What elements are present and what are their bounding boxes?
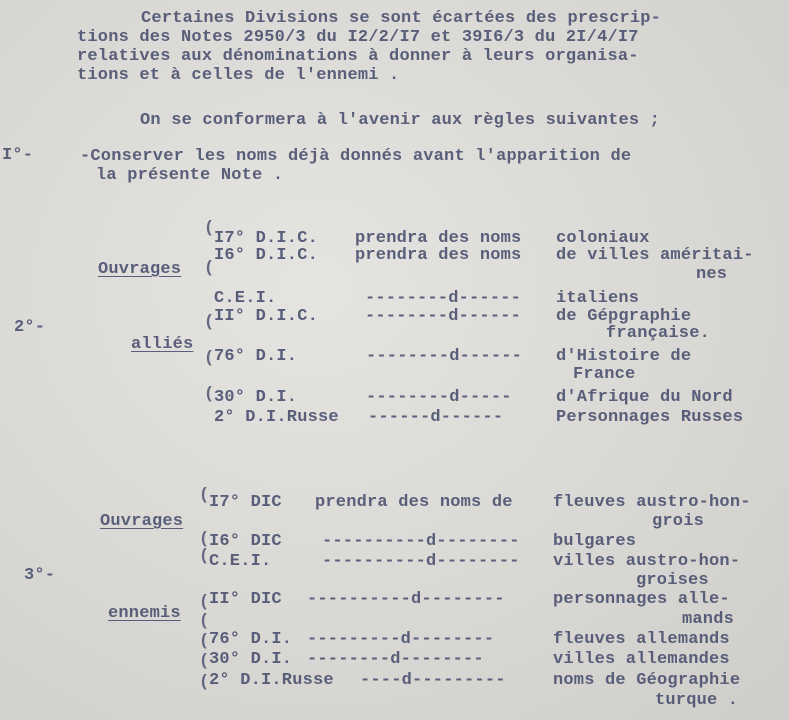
item-3-row-1-middle: prendra des noms de <box>315 493 513 512</box>
item-2-row-3-name: italiens <box>556 289 640 308</box>
item-3-row-7-unit: 2° D.I.Russe <box>209 671 334 690</box>
item-3-row-6-middle: --------d-------- <box>307 650 484 669</box>
item-2-row-2-unit: I6° D.I.C. <box>214 246 319 265</box>
brace: ( <box>204 219 215 238</box>
item-1-number: I°- <box>2 146 34 165</box>
brace: ( <box>199 530 210 549</box>
item-3-row-3-unit: C.E.I. <box>209 552 272 571</box>
item-2-row-7-unit: 2° D.I.Russe <box>214 408 339 427</box>
item-2-row-6-name: d'Afrique du Nord <box>556 388 733 407</box>
brace: ( <box>204 349 215 368</box>
item-2-row-6-middle: --------d----- <box>366 388 512 407</box>
item-2-row-5-name: d'Histoire de <box>556 347 692 366</box>
brace: ( <box>204 313 215 332</box>
item-2-row-3-middle: --------d------ <box>365 289 522 308</box>
item-2-row-5-name-cont: France <box>573 365 636 384</box>
brace: ( <box>199 593 210 612</box>
item-2-label-allies: alliés <box>131 335 194 354</box>
item-3-row-1-name: fleuves austro-hon- <box>553 493 751 512</box>
item-2-row-1-unit: I7° D.I.C. <box>214 229 319 248</box>
brace: ( <box>199 632 210 651</box>
intro-line-3: relatives aux dénominations à donner à leurs organisa- <box>77 47 639 66</box>
item-3-label-ouvrages: Ouvrages <box>100 512 184 531</box>
item-3-row-1-name-cont: grois <box>652 512 705 531</box>
item-3-row-4-name: personnages alle- <box>553 590 730 609</box>
item-3-row-4-middle: ----------d-------- <box>307 590 505 609</box>
item-2-row-4-unit: II° D.I.C. <box>214 307 319 326</box>
item-2-row-5-unit: 76° D.I. <box>214 347 298 366</box>
item-2-row-2-name-cont: nes <box>696 265 728 284</box>
brace: ( <box>199 486 210 505</box>
item-3-row-7-name: noms de Géographie <box>553 671 741 690</box>
brace: ( <box>199 612 210 631</box>
item-2-row-1-name: coloniaux <box>556 229 650 248</box>
item-3-label-ennemis: ennemis <box>108 604 181 623</box>
item-3-row-3-middle: ----------d-------- <box>322 552 520 571</box>
item-2-label-ouvrages: Ouvrages <box>98 260 182 279</box>
item-2-number: 2°- <box>14 318 46 337</box>
item-3-row-7-middle: ----d--------- <box>360 671 506 690</box>
item-3-row-6-unit: 30° D.I. <box>209 650 293 669</box>
item-3-row-2-unit: I6° DIC <box>209 532 282 551</box>
brace: ( <box>199 652 210 671</box>
item-3-row-2-name: bulgares <box>553 532 637 551</box>
item-3-row-6-name: villes allemandes <box>553 650 730 669</box>
brace: ( <box>199 547 210 566</box>
item-1-line-1: -Conserver les noms déjà donnés avant l'apparition de <box>80 147 632 166</box>
item-2-row-7-name: Personnages Russes <box>556 408 744 427</box>
item-2-row-4-middle: --------d------ <box>365 307 522 326</box>
brace: ( <box>204 385 215 404</box>
item-2-row-4-name-cont: française. <box>606 324 711 343</box>
conform-line: On se conformera à l'avenir aux règles suivantes ; <box>140 111 661 130</box>
item-2-row-3-unit: C.E.I. <box>214 289 277 308</box>
item-3-row-3-name: villes austro-hon- <box>553 552 741 571</box>
item-2-row-4-name: de Gépgraphie <box>556 307 692 326</box>
item-3-row-5-middle: ---------d-------- <box>307 630 495 649</box>
item-3-row-1-unit: I7° DIC <box>209 493 282 512</box>
item-3-row-5-name: fleuves allemands <box>553 630 730 649</box>
item-2-row-1-middle: prendra des noms <box>355 229 522 248</box>
item-3-row-4-name-cont: mands <box>682 610 735 629</box>
item-3-row-5-unit: 76° D.I. <box>209 630 293 649</box>
intro-line-1: Certaines Divisions se sont écartées des prescrip- <box>141 9 662 28</box>
item-3-row-3-name-cont: groises <box>636 571 709 590</box>
item-2-row-6-unit: 30° D.I. <box>214 388 298 407</box>
item-2-row-2-name: de villes améritai- <box>556 246 754 265</box>
item-2-row-5-middle: --------d------ <box>366 347 523 366</box>
item-1-line-2: la présente Note . <box>96 166 284 185</box>
item-3-row-2-middle: ----------d-------- <box>322 532 520 551</box>
brace: ( <box>204 259 215 278</box>
item-3-row-4-unit: II° DIC <box>209 590 282 609</box>
item-3-number: 3°- <box>24 566 56 585</box>
intro-line-2: tions des Notes 2950/3 du I2/2/I7 et 39I6/3 du 2I/4/I7 <box>77 28 639 47</box>
item-2-row-2-middle: prendra des noms <box>355 246 522 265</box>
item-3-row-7-name-cont: turque . <box>655 691 739 710</box>
item-2-row-7-middle: ------d------ <box>368 408 504 427</box>
brace: ( <box>199 673 210 692</box>
intro-line-4: tions et à celles de l'ennemi . <box>77 66 400 85</box>
